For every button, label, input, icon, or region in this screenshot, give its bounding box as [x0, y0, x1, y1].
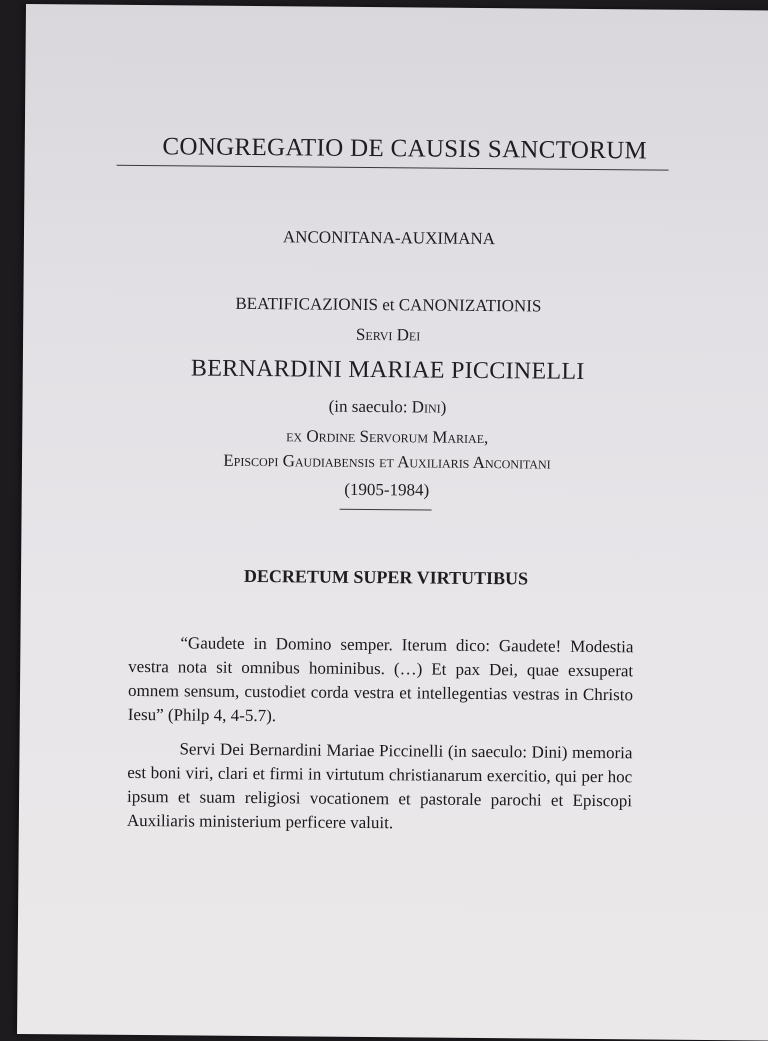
ordine-line: ex Ordine Servorum Mariae,: [286, 426, 489, 448]
decretum-title: DECRETUM SUPER VIRTUTIBUS: [243, 565, 529, 589]
years-line: (1905-1984): [344, 479, 430, 500]
document-heading: CONGREGATIO DE CAUSIS SANCTORUM: [162, 133, 648, 165]
body-paragraph-2: Servi Dei Bernardini Mariae Piccinelli (in saeculo: Dini) memoria est boni viri, clari et firmi in virtutum christianarum exercitio, qui per hoc ipsum et suam religiosi vocationem et pastorale parochi et Episcopi Auxiliaris ministerium perficere valuit.: [126, 739, 633, 833]
heading-underline: [117, 165, 669, 171]
cause-line: BEATIFICAZIONIS et CANONIZATIONIS: [235, 293, 542, 316]
body-paragraph-1: “Gaudete in Domino semper. Iterum dico: Gaudete! Modestia vestra nota sit omnibus hominibus. (…) Et pax Dei, quae exsuperat omnem sensum, custodiet corda vestra et intellegentias vestras in Christo Iesu” (Philp 4, 4-5.7).: [127, 633, 634, 726]
document-content: [17, 4, 768, 1041]
years-divider: [340, 509, 432, 511]
diocese-line: ANCONITANA-AUXIMANA: [282, 227, 496, 249]
decree-body: [127, 631, 634, 847]
saeculo-line: [22, 394, 752, 420]
servi-dei-line: Servi Dei: [355, 324, 421, 345]
episcopi-line: Episcopi Gaudiabensis et Auxiliaris Anconitani: [223, 450, 551, 473]
saeculo-suffix: ): [440, 397, 447, 417]
saeculo-prefix: (in saeculo:: [328, 396, 412, 417]
document-page: [17, 4, 768, 1041]
saeculo-name: Dini: [411, 397, 441, 417]
servant-name: BERNARDINI MARIAE PICCINELLI: [190, 355, 585, 385]
